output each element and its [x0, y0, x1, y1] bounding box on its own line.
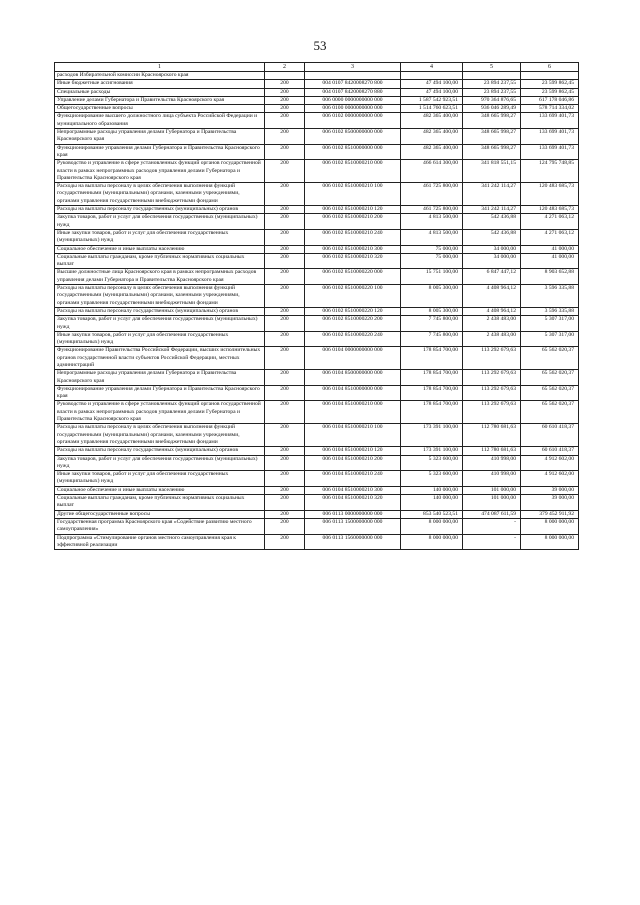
- row-executed-cell: 2 438 483,00: [463, 331, 521, 347]
- row-code-cell: 200: [265, 316, 305, 332]
- budget-table: [54, 62, 579, 550]
- row-approved-cell: 4 813 500,00: [401, 214, 463, 230]
- row-approved-cell: 178 854 700,00: [401, 347, 463, 370]
- row-code-cell: 200: [265, 105, 305, 113]
- row-executed-cell: 34 000,00: [463, 245, 521, 253]
- row-name-cell: Социальные выплаты гражданам, кроме публичных нормативных социальных выплат: [55, 253, 265, 269]
- row-remaining-cell: 4 912 602,00: [521, 471, 579, 487]
- row-executed-cell: 970 364 876,65: [463, 96, 521, 104]
- row-classifier-cell: 006 0113 1500000000 000: [305, 518, 401, 534]
- table-row: [55, 424, 579, 447]
- row-name-cell: Функционирование управления делами Губернатора и Правительства Красноярского края: [55, 144, 265, 160]
- row-classifier-cell: 006 0102 8510000210 120: [305, 206, 401, 214]
- table-row: [55, 518, 579, 534]
- row-code-cell: 200: [265, 183, 305, 206]
- row-code-cell: 200: [265, 331, 305, 347]
- row-remaining-cell: 60 610 418,37: [521, 424, 579, 447]
- row-approved-cell: 8 005 300,00: [401, 307, 463, 315]
- row-remaining-cell: 60 610 418,37: [521, 447, 579, 455]
- table-row: [55, 253, 579, 269]
- row-classifier-cell: 006 0104 8510000210 200: [305, 455, 401, 471]
- row-executed-cell: 34 000,00: [463, 253, 521, 269]
- row-classifier-cell: 006 0104 8510000210 300: [305, 486, 401, 494]
- row-name-cell: Расходы на выплаты персоналу в целях обеспечения выполнения функций государственными (муниципальными) органами, казенными учреждениями, органами управления государственными внебюджетными фондами: [55, 285, 265, 308]
- row-approved-cell: 7 745 800,00: [401, 316, 463, 332]
- row-approved-cell: 482 365 400,00: [401, 113, 463, 129]
- row-executed-cell: 113 292 679,63: [463, 401, 521, 424]
- table-row: [55, 206, 579, 214]
- row-approved-cell: 5 323 600,00: [401, 471, 463, 487]
- row-name-cell: Руководство и управление в сфере установленных функций органов государственной власти в рамках непрограммных расходов управления делами Губернатора и Правительства Красноярского края: [55, 401, 265, 424]
- table-row: [55, 88, 579, 96]
- row-executed-cell: 341 242 114,27: [463, 183, 521, 206]
- row-executed-cell: -: [463, 518, 521, 534]
- row-name-cell: Подпрограмма «Стимулирование органов местного самоуправления края к эффективной реализации: [55, 534, 265, 550]
- row-approved-cell: 15 751 100,00: [401, 269, 463, 285]
- row-remaining-cell: 133 699 401,73: [521, 144, 579, 160]
- row-code-cell: 200: [265, 80, 305, 88]
- row-approved-cell: 173 391 100,00: [401, 447, 463, 455]
- row-approved-cell: [401, 72, 463, 80]
- row-approved-cell: 178 854 700,00: [401, 401, 463, 424]
- row-approved-cell: 1 514 760 623,51: [401, 105, 463, 113]
- table-header-row: [55, 63, 579, 72]
- row-classifier-cell: 006 0102 8510000210 200: [305, 214, 401, 230]
- row-executed-cell: 410 998,00: [463, 471, 521, 487]
- table-row: [55, 471, 579, 487]
- row-approved-cell: 5 323 600,00: [401, 455, 463, 471]
- table-row: [55, 144, 579, 160]
- header-cell: 5: [463, 63, 521, 72]
- row-remaining-cell: 65 562 020,37: [521, 370, 579, 386]
- row-classifier-cell: 006 0102 8510000000 000: [305, 144, 401, 160]
- table-row: [55, 285, 579, 308]
- row-remaining-cell: 4 271 063,12: [521, 214, 579, 230]
- row-remaining-cell: 23 599 862,45: [521, 80, 579, 88]
- row-remaining-cell: 8 000 000,00: [521, 534, 579, 550]
- table-row: [55, 72, 579, 80]
- row-classifier-cell: 006 0102 8510000210 300: [305, 245, 401, 253]
- row-classifier-cell: 006 0104 8500000000 000: [305, 370, 401, 386]
- row-classifier-cell: 006 0102 8510000210 240: [305, 229, 401, 245]
- row-executed-cell: 113 292 679,63: [463, 370, 521, 386]
- row-remaining-cell: 4 912 602,00: [521, 455, 579, 471]
- row-code-cell: 200: [265, 307, 305, 315]
- row-name-cell: Социальное обеспечение и иные выплаты населению: [55, 486, 265, 494]
- row-executed-cell: -: [463, 534, 521, 550]
- row-executed-cell: 113 292 679,63: [463, 385, 521, 401]
- row-code-cell: 200: [265, 370, 305, 386]
- table-row: [55, 455, 579, 471]
- row-name-cell: Другие общегосударственные вопросы: [55, 510, 265, 518]
- row-code-cell: 200: [265, 129, 305, 145]
- row-classifier-cell: 006 0102 8510000220 240: [305, 331, 401, 347]
- row-executed-cell: 2 438 483,00: [463, 316, 521, 332]
- row-approved-cell: 75 000,00: [401, 253, 463, 269]
- row-classifier-cell: 006 0104 8510000210 000: [305, 401, 401, 424]
- row-name-cell: Социальное обеспечение и иные выплаты населению: [55, 245, 265, 253]
- row-approved-cell: 8 000 000,00: [401, 534, 463, 550]
- header-cell: 1: [55, 63, 265, 72]
- row-approved-cell: 1 587 542 923,51: [401, 96, 463, 104]
- row-classifier-cell: 006 0102 8510000210 100: [305, 183, 401, 206]
- row-name-cell: Закупка товаров, работ и услуг для обеспечения государственных (муниципальных) нужд: [55, 316, 265, 332]
- row-classifier-cell: 006 0104 0000000000 000: [305, 347, 401, 370]
- row-classifier-cell: 006 0104 8510000210 240: [305, 471, 401, 487]
- row-name-cell: Закупка товаров, работ и услуг для обеспечения государственных (муниципальных) нужд: [55, 455, 265, 471]
- header-cell: 2: [265, 63, 305, 72]
- row-name-cell: Расходы на выплаты персоналу государственных (муниципальных) органов: [55, 447, 265, 455]
- row-classifier-cell: 006 0102 8500000000 000: [305, 129, 401, 145]
- row-approved-cell: 466 614 300,00: [401, 160, 463, 183]
- row-executed-cell: 341 818 551,15: [463, 160, 521, 183]
- row-approved-cell: 47 494 100,00: [401, 88, 463, 96]
- row-code-cell: 200: [265, 495, 305, 511]
- row-approved-cell: 7 745 800,00: [401, 331, 463, 347]
- header-cell: 6: [521, 63, 579, 72]
- row-executed-cell: [463, 72, 521, 80]
- row-classifier-cell: 006 0113 1560000000 000: [305, 534, 401, 550]
- row-executed-cell: 936 046 289,49: [463, 105, 521, 113]
- row-classifier-cell: 006 0100 0000000000 000: [305, 105, 401, 113]
- row-classifier-cell: 004 0107 8420008270 880: [305, 88, 401, 96]
- row-executed-cell: 113 292 679,63: [463, 347, 521, 370]
- row-remaining-cell: 3 596 335,88: [521, 285, 579, 308]
- row-code-cell: 200: [265, 229, 305, 245]
- row-classifier-cell: [305, 72, 401, 80]
- table-row: [55, 534, 579, 550]
- row-code-cell: [265, 72, 305, 80]
- row-remaining-cell: 4 271 063,12: [521, 229, 579, 245]
- row-code-cell: 200: [265, 144, 305, 160]
- table-row: [55, 245, 579, 253]
- row-remaining-cell: 65 562 020,37: [521, 401, 579, 424]
- row-classifier-cell: 004 0107 8420008270 800: [305, 80, 401, 88]
- row-executed-cell: 112 780 681,63: [463, 424, 521, 447]
- row-name-cell: Непрограммные расходы управления делами Губернатора и Правительства Красноярского края: [55, 370, 265, 386]
- row-code-cell: 200: [265, 385, 305, 401]
- row-code-cell: 200: [265, 486, 305, 494]
- table-row: [55, 347, 579, 370]
- table-row: [55, 307, 579, 315]
- row-approved-cell: 178 854 700,00: [401, 370, 463, 386]
- row-classifier-cell: 006 0104 8510000210 100: [305, 424, 401, 447]
- row-executed-cell: 542 436,88: [463, 214, 521, 230]
- table-row: [55, 316, 579, 332]
- table-row: [55, 331, 579, 347]
- row-approved-cell: 461 725 800,00: [401, 183, 463, 206]
- row-name-cell: Функционирование высшего должностного лица субъекта Российской Федерации и муниципального образования: [55, 113, 265, 129]
- table-row: [55, 269, 579, 285]
- table-row: [55, 385, 579, 401]
- table-row: [55, 495, 579, 511]
- row-name-cell: расходов Избирательной комиссии Красноярского края: [55, 72, 265, 80]
- row-executed-cell: 4 408 964,12: [463, 307, 521, 315]
- row-approved-cell: 173 391 100,00: [401, 424, 463, 447]
- row-approved-cell: 75 000,00: [401, 245, 463, 253]
- row-code-cell: 200: [265, 447, 305, 455]
- row-name-cell: Государственная программа Красноярского края «Содействие развитию местного самоуправления»: [55, 518, 265, 534]
- row-remaining-cell: 5 307 317,00: [521, 331, 579, 347]
- row-code-cell: 200: [265, 424, 305, 447]
- row-approved-cell: 8 005 300,00: [401, 285, 463, 308]
- row-code-cell: 200: [265, 510, 305, 518]
- row-executed-cell: 474 087 611,59: [463, 510, 521, 518]
- row-remaining-cell: [521, 72, 579, 80]
- table-row: [55, 160, 579, 183]
- table-row: [55, 486, 579, 494]
- row-remaining-cell: 39 000,00: [521, 486, 579, 494]
- row-classifier-cell: 006 0102 0000000000 000: [305, 113, 401, 129]
- table-row: [55, 113, 579, 129]
- row-executed-cell: 542 436,88: [463, 229, 521, 245]
- row-name-cell: Расходы на выплаты персоналу в целях обеспечения выполнения функций государственными (муниципальными) органами, казенными учреждениями, органами управления государственными внебюджетными фондами: [55, 424, 265, 447]
- row-classifier-cell: 006 0000 0000000000 000: [305, 96, 401, 104]
- row-remaining-cell: 3 596 335,88: [521, 307, 579, 315]
- row-name-cell: Функционирование управления делами Губернатора и Правительства Красноярского края: [55, 385, 265, 401]
- row-executed-cell: 6 847 447,12: [463, 269, 521, 285]
- row-code-cell: 200: [265, 471, 305, 487]
- row-name-cell: Общегосударственные вопросы: [55, 105, 265, 113]
- table-row: [55, 370, 579, 386]
- row-name-cell: Иные закупки товаров, работ и услуг для обеспечения государственных (муниципальных) нужд: [55, 471, 265, 487]
- row-approved-cell: 4 813 500,00: [401, 229, 463, 245]
- row-remaining-cell: 8 000 000,00: [521, 518, 579, 534]
- row-approved-cell: 8 000 000,00: [401, 518, 463, 534]
- row-name-cell: Иные бюджетные ассигнования: [55, 80, 265, 88]
- row-classifier-cell: 006 0102 8510000220 200: [305, 316, 401, 332]
- row-code-cell: 200: [265, 214, 305, 230]
- row-code-cell: 200: [265, 206, 305, 214]
- table-row: [55, 401, 579, 424]
- row-executed-cell: 112 780 681,63: [463, 447, 521, 455]
- row-code-cell: 200: [265, 96, 305, 104]
- row-remaining-cell: 8 903 652,88: [521, 269, 579, 285]
- row-remaining-cell: 41 000,00: [521, 245, 579, 253]
- row-approved-cell: 482 365 400,00: [401, 129, 463, 145]
- row-code-cell: 200: [265, 160, 305, 183]
- row-remaining-cell: 39 000,00: [521, 495, 579, 511]
- row-classifier-cell: 006 0102 8510000210 320: [305, 253, 401, 269]
- row-executed-cell: 101 000,00: [463, 495, 521, 511]
- row-name-cell: Иные закупки товаров, работ и услуг для обеспечения государственных (муниципальных) нужд: [55, 229, 265, 245]
- row-remaining-cell: 41 000,00: [521, 253, 579, 269]
- row-remaining-cell: 124 795 748,85: [521, 160, 579, 183]
- row-executed-cell: 4 408 964,12: [463, 285, 521, 308]
- row-remaining-cell: 578 714 334,02: [521, 105, 579, 113]
- header-cell: 3: [305, 63, 401, 72]
- row-executed-cell: 101 000,00: [463, 486, 521, 494]
- row-name-cell: Высшие должностные лица Красноярского края в рамках непрограммных расходов управления делами Губернатора и Правительства Красноярского края: [55, 269, 265, 285]
- row-executed-cell: 348 665 998,27: [463, 144, 521, 160]
- row-approved-cell: 178 854 700,00: [401, 385, 463, 401]
- row-name-cell: Расходы на выплаты персоналу государственных (муниципальных) органов: [55, 307, 265, 315]
- row-approved-cell: 853 540 523,51: [401, 510, 463, 518]
- row-code-cell: 200: [265, 534, 305, 550]
- row-name-cell: Расходы на выплаты персоналу государственных (муниципальных) органов: [55, 206, 265, 214]
- row-classifier-cell: 006 0102 8510000220 120: [305, 307, 401, 315]
- row-executed-cell: 23 894 237,55: [463, 88, 521, 96]
- row-code-cell: 200: [265, 518, 305, 534]
- table-row: [55, 129, 579, 145]
- row-approved-cell: 461 725 800,00: [401, 206, 463, 214]
- row-classifier-cell: 006 0102 8510000220 100: [305, 285, 401, 308]
- row-code-cell: 200: [265, 347, 305, 370]
- row-name-cell: Функционирование Правительства Российской Федерации, высших исполнительных органов государственной власти субъектов Российской Федерации, местных администраций: [55, 347, 265, 370]
- row-approved-cell: 140 000,00: [401, 495, 463, 511]
- table-row: [55, 214, 579, 230]
- row-executed-cell: 341 242 114,27: [463, 206, 521, 214]
- row-executed-cell: 348 665 998,27: [463, 129, 521, 145]
- row-remaining-cell: 133 699 401,73: [521, 129, 579, 145]
- row-remaining-cell: 5 307 317,00: [521, 316, 579, 332]
- row-name-cell: Руководство и управление в сфере установленных функций органов государственной власти в рамках непрограммных расходов управления делами Губернатора и Правительства Красноярского края: [55, 160, 265, 183]
- row-approved-cell: 482 365 400,00: [401, 144, 463, 160]
- row-classifier-cell: 006 0104 8510000000 000: [305, 385, 401, 401]
- row-code-cell: 200: [265, 269, 305, 285]
- row-name-cell: Непрограммные расходы управления делами Губернатора и Правительства Красноярского края: [55, 129, 265, 145]
- row-executed-cell: 23 894 237,55: [463, 80, 521, 88]
- row-executed-cell: 410 998,00: [463, 455, 521, 471]
- row-remaining-cell: 617 178 046,86: [521, 96, 579, 104]
- row-remaining-cell: 65 562 020,37: [521, 385, 579, 401]
- row-classifier-cell: 006 0104 8510000210 320: [305, 495, 401, 511]
- table-row: [55, 183, 579, 206]
- row-code-cell: 200: [265, 88, 305, 96]
- row-executed-cell: 348 665 998,27: [463, 113, 521, 129]
- row-code-cell: 200: [265, 455, 305, 471]
- row-remaining-cell: 23 599 862,45: [521, 88, 579, 96]
- row-classifier-cell: 006 0102 8510000210 000: [305, 160, 401, 183]
- row-approved-cell: 47 494 100,00: [401, 80, 463, 88]
- row-remaining-cell: 120 483 685,73: [521, 206, 579, 214]
- row-name-cell: Иные закупки товаров, работ и услуг для обеспечения государственных (муниципальных) нужд: [55, 331, 265, 347]
- row-classifier-cell: 006 0113 0000000000 000: [305, 510, 401, 518]
- page-number: 53: [313, 38, 327, 53]
- row-code-cell: 200: [265, 113, 305, 129]
- table-row: [55, 510, 579, 518]
- table-row: [55, 447, 579, 455]
- table-row: [55, 229, 579, 245]
- row-name-cell: Управление делами Губернатора и Правительства Красноярского края: [55, 96, 265, 104]
- row-code-cell: 200: [265, 253, 305, 269]
- table-row: [55, 80, 579, 88]
- table-row: [55, 96, 579, 104]
- row-classifier-cell: 006 0104 8510000210 120: [305, 447, 401, 455]
- row-remaining-cell: 120 483 685,73: [521, 183, 579, 206]
- header-cell: 4: [401, 63, 463, 72]
- row-name-cell: Специальные расходы: [55, 88, 265, 96]
- row-classifier-cell: 006 0102 8510000220 000: [305, 269, 401, 285]
- row-name-cell: Социальные выплаты гражданам, кроме публичных нормативных социальных выплат: [55, 495, 265, 511]
- row-code-cell: 200: [265, 401, 305, 424]
- row-code-cell: 200: [265, 285, 305, 308]
- row-code-cell: 200: [265, 245, 305, 253]
- row-remaining-cell: 379 452 911,92: [521, 510, 579, 518]
- row-remaining-cell: 65 562 020,37: [521, 347, 579, 370]
- row-remaining-cell: 133 699 401,73: [521, 113, 579, 129]
- table-row: [55, 105, 579, 113]
- row-name-cell: Закупка товаров, работ и услуг для обеспечения государственных (муниципальных) нужд: [55, 214, 265, 230]
- row-approved-cell: 140 000,00: [401, 486, 463, 494]
- row-name-cell: Расходы на выплаты персоналу в целях обеспечения выполнения функций государственными (муниципальными) органами, казенными учреждениями, органами управления государственными внебюджетными фондами: [55, 183, 265, 206]
